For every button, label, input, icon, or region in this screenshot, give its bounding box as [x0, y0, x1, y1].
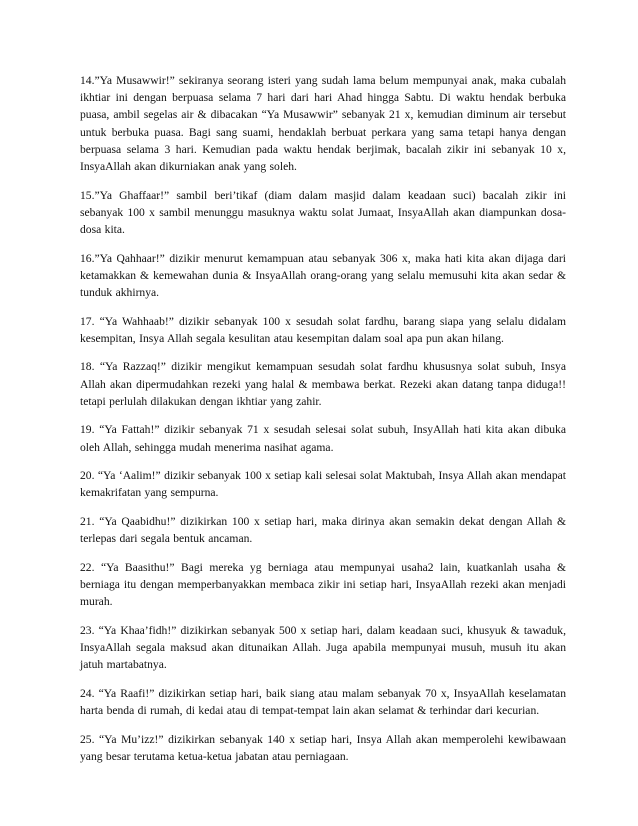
document-page — [80, 72, 566, 776]
paragraph-21: 21. “Ya Qaabidhu!” dizikirkan 100 x setiap hari, maka dirinya akan semakin dekat dengan Allah & terlepas dari segala bentuk ancaman. — [80, 515, 566, 546]
paragraph-20: 20. “Ya ‘Aalim!” dizikir sebanyak 100 x setiap kali selesai solat Maktubah, Insya Allah akan mendapat kemakrifatan yang sempurna. — [80, 469, 566, 500]
paragraph-18: 18. “Ya Razzaq!” dizikir mengikut kemampuan sesudah solat fardhu khususnya solat subuh, Insya Allah akan dipermudahkan rezeki yang halal & membawa berkat. Rezeki akan datang tanpa diduga!! tetapi perlulah dilakukan dengan ikhtiar yang zahir. — [80, 360, 566, 408]
paragraph-24: 24. “Ya Raafi!” dizikirkan setiap hari, baik siang atau malam sebanyak 70 x, InsyaAllah keselamatan harta benda di rumah, di kedai atau di tempat-tempat lain akan selamat & terhindar dari kecurian. — [80, 686, 566, 717]
paragraph-23: 23. “Ya Khaa’fidh!” dizikirkan sebanyak 500 x setiap hari, dalam keadaan suci, khusyuk & tawaduk, InsyaAllah segala maksud akan ditunaikan Allah. Juga apabila mempunyai musuh, musuh itu akan jatuh martabatnya. — [80, 623, 566, 672]
paragraph-22: 22. “Ya Baasithu!” Bagi mereka yg berniaga atau mempunyai usaha2 lain, kuatkanlah usaha & berniaga itu dengan memperbanyakkan membaca zikir ini setiap hari, InsyaAllah rezeki akan menjadi murah. — [80, 560, 566, 609]
paragraph-19: 19. “Ya Fattah!” dizikir sebanyak 71 x sesudah selesai solat subuh, InsyAllah hati kita akan dibuka oleh Allah, sehingga mudah menerima nasihat agama. — [80, 423, 566, 454]
paragraph-17: 17. “Ya Wahhaab!” dizikir sebanyak 100 x sesudah solat fardhu, barang siapa yang selalu didalam kesempitan, Insya Allah segala kesulitan atau kesempitan dalam soal apa pun akan hilang. — [80, 314, 566, 345]
paragraph-16: 16.”Ya Qahhaar!” dizikir menurut kemampuan atau sebanyak 306 x, maka hati kita akan dijaga dari ketamakkan & kemewahan dunia & InsyaAllah orang-orang yang selalu memusuhi kita akan sedar & tunduk akhirnya. — [80, 251, 566, 300]
paragraph-15: 15.”Ya Ghaffaar!” sambil beri’tikaf (diam dalam masjid dalam keadaan suci) bacalah zikir ini sebanyak 100 x sambil menunggu masuknya waktu solat Jumaat, InsyaAllah akan diampunkan dosa-dosa kita. — [80, 188, 566, 237]
paragraph-25: 25. “Ya Mu’izz!” dizikirkan sebanyak 140 x setiap hari, Insya Allah akan memperolehi kewibawaan yang besar terutama ketua-ketua jabatan atau perniagaan. — [80, 732, 566, 763]
paragraph-14: 14.”Ya Musawwir!” sekiranya seorang isteri yang sudah lama belum mempunyai anak, maka cubalah ikhtiar ini dengan berpuasa selama 7 hari dari hari Ahad hingga Sabtu. Di waktu hendak berbuka puasa, ambil segelas air & dibacakan “Ya Musawwir” sebanyak 21 x, kemudian diminum air tersebut untuk berbuka puasa. Bagi sang suami, hendaklah berbuat perkara yang sama tetapi hanya dengan berpuasa selama 3 hari. Kemudian pada waktu hendak berjimak, bacalah zikir ini sebanyak 10 x, InsyaAllah akan dikurniakan anak yang soleh. — [80, 74, 566, 174]
